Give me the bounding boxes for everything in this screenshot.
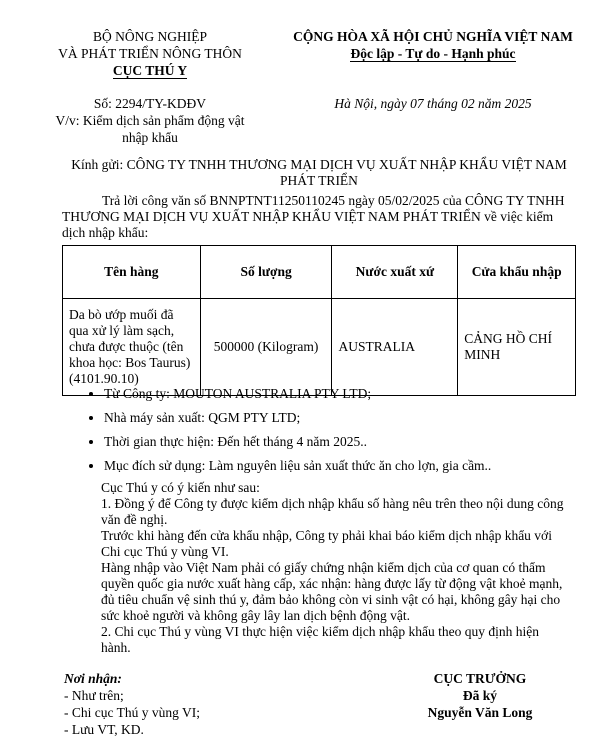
paragraph-1-line2: văn đề nghị. (101, 512, 168, 527)
opinion-heading: Cục Thú y có ý kiến như sau: (101, 480, 260, 495)
recipient-item: - Như trên; (64, 688, 124, 703)
national-motto: CỘNG HÒA XÃ HỘI CHỦ NGHĨA VIỆT NAM (293, 29, 573, 44)
table-row (63, 299, 576, 396)
column-header-port: Cửa khẩu nhập (458, 246, 576, 299)
place-date: Hà Nội, ngày 07 tháng 02 năm 2025 (334, 96, 532, 111)
info-exporter: • Từ Công ty: MOUTON AUSTRALIA PTY LTD; (104, 386, 604, 402)
info-manufacturer: • Nhà máy sản xuất: QGM PTY LTD; (104, 410, 604, 426)
column-header-name: Tên hàng (63, 246, 201, 299)
subject-line2: nhập khẩu (122, 130, 178, 145)
signer-name: Nguyễn Văn Long (427, 705, 533, 720)
paragraph-2-line2: Chi cục Thú y vùng VI. (101, 544, 229, 559)
cell-quantity: 500000 (Kilogram) (200, 299, 332, 396)
recipient-line1: Kính gửi: CÔNG TY TNHH THƯƠNG MẠI DỊCH VỤ XUẤT NHẬP KHẨU VIỆT NAM (71, 157, 567, 172)
table-header-row (63, 246, 576, 299)
ministry-name-line1: BỘ NÔNG NGHIỆP (93, 29, 207, 44)
ministry-name-line2: VÀ PHÁT TRIỂN NÔNG THÔN (58, 46, 242, 61)
national-slogan: Độc lập - Tự do - Hạnh phúc (350, 46, 516, 61)
cell-origin: AUSTRALIA (332, 299, 458, 396)
paragraph-3-line2: quyền quốc gia nước xuất hàng cấp, xác nhận: hàng được lấy từ động vật khoẻ mạnh, (101, 576, 563, 591)
signed-status: Đã ký (462, 688, 498, 703)
paragraph-3-line3: đủ tiêu chuẩn vệ sinh thú y, đảm bảo không còn vi sinh vật có hại, không gây hại cho (101, 592, 561, 607)
paragraph-3-line1: Hàng nhập vào Việt Nam phải có giấy chứng nhận kiểm dịch của cơ quan có thẩm (101, 560, 546, 575)
column-header-quantity: Số lượng (200, 246, 332, 299)
intro-line1: Trả lời công văn số BNNPTNT11250110245 ngày 05/02/2025 của CÔNG TY TNHH (102, 193, 565, 208)
paragraph-4-line1: 2. Chi cục Thú y vùng VI thực hiện việc kiểm dịch nhập khẩu theo quy định hiện (101, 624, 539, 639)
column-header-origin: Nước xuất xứ (332, 246, 458, 299)
signer-title: CỤC TRƯỞNG (433, 671, 527, 686)
goods-table (62, 245, 576, 396)
recipient-line2: PHÁT TRIỂN (280, 173, 358, 188)
info-purpose: • Mục đích sử dụng: Làm nguyên liệu sản xuất thức ăn cho lợn, gia cầm.. (104, 458, 604, 474)
recipient-item: - Chi cục Thú y vùng VI; (64, 705, 200, 720)
recipients-title: Nơi nhận: (64, 671, 122, 686)
paragraph-2-line1: Trước khi hàng đến cửa khẩu nhập, Công ty phải khai báo kiểm dịch nhập khẩu với (101, 528, 552, 543)
paragraph-4-line2: hành. (101, 640, 131, 655)
paragraph-1-line1: 1. Đồng ý để Công ty được kiểm dịch nhập khẩu số hàng nêu trên theo nội dung công (101, 496, 564, 511)
cell-goods-name: Da bò ướp muối đã qua xử lý làm sạch, chưa được thuộc (tên khoa học: Bos Taurus) (4101.90.10) (63, 299, 201, 396)
info-validity: • Thời gian thực hiện: Đến hết tháng 4 năm 2025.. (104, 434, 604, 450)
cell-port: CẢNG HỒ CHÍ MINH (458, 299, 576, 396)
recipient-item: - Lưu VT, KD. (64, 722, 144, 737)
department-name: CỤC THÚ Y (112, 63, 188, 78)
intro-line2: THƯƠNG MẠI DỊCH VỤ XUẤT NHẬP KHẨU VIỆT NAM PHÁT TRIỂN về việc kiểm (62, 209, 554, 224)
paragraph-3-line4: sức khoẻ người và không gây lây lan dịch bệnh động vật. (101, 608, 410, 623)
subject-line1: V/v: Kiểm dịch sản phẩm động vật (55, 113, 245, 128)
document-number: Số: 2294/TY-KDĐV (93, 96, 207, 111)
info-list (84, 386, 604, 482)
intro-line3: dịch nhập khẩu: (62, 225, 149, 240)
